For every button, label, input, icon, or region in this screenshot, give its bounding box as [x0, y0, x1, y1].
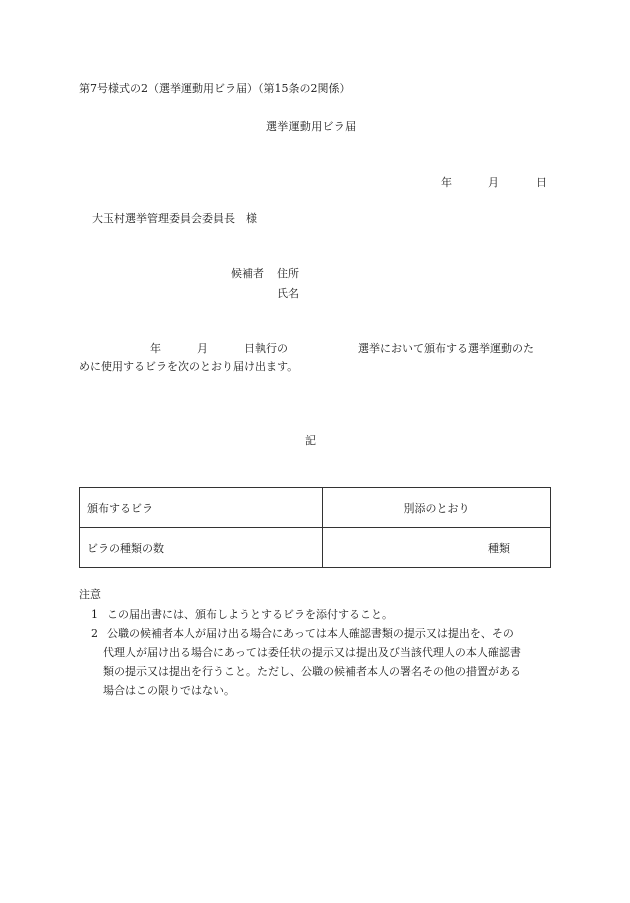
note-text: 代理人が届け出る場合にあっては委任状の提示又は提出及び当該代理人の本人確認書 — [103, 646, 521, 659]
table-cell-label: ビラの種類の数 — [80, 528, 323, 568]
body-day-label: 日執行の — [244, 342, 288, 355]
table-row — [80, 528, 551, 568]
body-year-label: 年 — [150, 342, 161, 355]
form-number: 第7号様式の2（選挙運動用ビラ届）（第15条の2関係） — [79, 82, 351, 95]
note-number: 2 — [91, 627, 98, 640]
note-text: 類の提示又は提出を行うこと。ただし、公職の候補者本人の署名その他の措置がある — [103, 665, 521, 678]
date-month-label: 月 — [488, 176, 499, 189]
body-month-label: 月 — [197, 342, 208, 355]
date-day-label: 日 — [536, 176, 547, 189]
note-text: この届出書には、頒布しようとするビラを添付すること。 — [107, 608, 393, 621]
candidate-name-label: 氏名 — [277, 287, 299, 300]
addressee: 大玉村選挙管理委員会委員長 様 — [92, 212, 257, 225]
body-line2: めに使用するビラを次のとおり届け出ます。 — [79, 360, 299, 373]
note-text: 場合はこの限りではない。 — [103, 684, 235, 697]
document-title: 選挙運動用ビラ届 — [266, 120, 357, 133]
note-text: 公職の候補者本人が届け出る場合にあっては本人確認書類の提示又は提出を、その — [107, 627, 514, 640]
table-cell-label: 頒布するビラ — [80, 488, 323, 528]
table-row — [80, 488, 551, 528]
candidate-label: 候補者 — [231, 267, 264, 280]
items-table — [79, 487, 551, 568]
ki-heading: 記 — [305, 434, 316, 447]
notes-heading: 注意 — [79, 588, 101, 601]
candidate-address-label: 住所 — [277, 267, 299, 280]
body-line1-end: 選挙において頒布する選挙運動のた — [358, 342, 534, 355]
table-cell-value: 種類 — [323, 528, 551, 568]
date-year-label: 年 — [441, 176, 452, 189]
table-cell-value: 別添のとおり — [323, 488, 551, 528]
note-number: 1 — [91, 608, 98, 621]
